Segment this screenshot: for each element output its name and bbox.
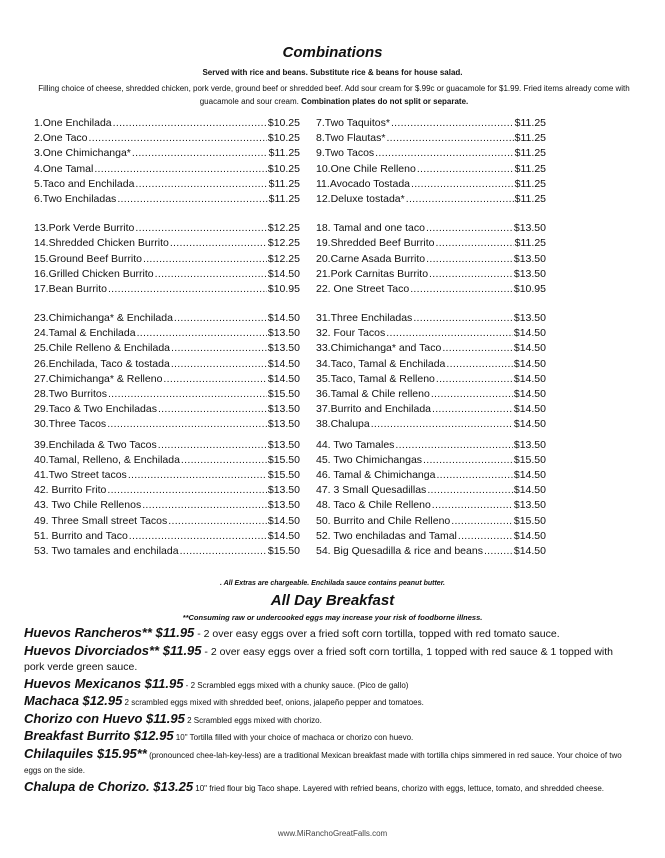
dot-leader: [168, 514, 267, 529]
dot-leader: [413, 311, 513, 326]
breakfast-item: [24, 625, 636, 643]
dot-leader: [181, 453, 267, 468]
combo-name: 31.Three Enchiladas: [316, 312, 413, 325]
dot-leader: [94, 162, 267, 177]
combo-item: [34, 326, 300, 341]
combo-price: $11.25: [268, 192, 300, 205]
combo-item: [316, 402, 546, 417]
combo-item: [34, 544, 300, 559]
combo-item: [316, 529, 546, 544]
dot-leader: [371, 417, 513, 432]
combo-name: 39.Enchilada & Two Tacos: [34, 438, 157, 451]
combo-price: $14.50: [267, 514, 300, 527]
combo-name: 40.Tamal, Relleno, & Enchilada: [34, 453, 180, 466]
breakfast-item-description: 2 scrambled eggs mixed with shredded beef, onions, jalapeño pepper and tomatoes.: [122, 698, 424, 707]
combo-name: 11.Avocado Tostada: [316, 177, 410, 190]
combo-name: 4.One Tamal: [34, 162, 94, 175]
breakfast-item-name: Chilaquiles $15.95**: [24, 745, 147, 761]
dot-leader: [170, 236, 267, 251]
combo-name: 3.One Chimichanga*: [34, 147, 131, 160]
dot-leader: [406, 192, 514, 207]
combo-name: 22. One Street Taco: [316, 282, 410, 295]
dot-leader: [163, 372, 266, 387]
dot-leader: [107, 483, 267, 498]
combo-item: [316, 131, 546, 146]
combo-item: [34, 483, 300, 498]
breakfast-item-description: 2 Scrambled eggs mixed with chorizo.: [184, 715, 322, 725]
group-gap: [34, 207, 300, 221]
dot-leader: [426, 252, 513, 267]
combo-price: $13.50: [267, 438, 300, 451]
combo-price: $13.50: [513, 312, 546, 325]
combo-name: 8.Two Flautas*: [316, 132, 386, 145]
combo-name: 19.Shredded Beef Burrito: [316, 237, 435, 250]
dot-leader: [436, 236, 514, 251]
group-gap: [316, 207, 546, 221]
combo-name: 27.Chimichanga* & Relleno: [34, 372, 163, 385]
dot-leader: [171, 357, 267, 372]
combo-name: 34.Taco, Tamal & Enchilada: [316, 357, 446, 370]
combo-price: $10.25: [267, 132, 300, 145]
combo-price: $11.25: [268, 177, 300, 190]
combo-item: [316, 417, 546, 432]
combo-item: [316, 146, 546, 161]
combo-price: $14.50: [513, 484, 546, 497]
combo-price: $15.50: [513, 453, 546, 466]
combo-name: 5.Taco and Enchilada: [34, 177, 135, 190]
combo-name: 6.Two Enchiladas: [34, 192, 117, 205]
combo-price: $11.25: [514, 177, 546, 190]
combo-item: [34, 402, 300, 417]
combo-price: $15.50: [513, 514, 546, 527]
combo-price: $12.25: [267, 222, 300, 235]
combo-item: [34, 221, 300, 236]
combo-name: 23.Chimichanga* & Enchilada: [34, 312, 173, 325]
breakfast-item-name: Huevos Divorciados** $11.95: [24, 642, 202, 658]
combo-item: [316, 221, 546, 236]
breakfast-item-description: - 2 Scrambled eggs mixed with a chunky sauce. (Pico de gallo): [183, 680, 409, 690]
breakfast-item-name: Breakfast Burrito $12.95: [24, 728, 174, 743]
dot-leader: [411, 177, 514, 192]
combo-price: $14.50: [513, 468, 546, 481]
dot-leader: [107, 417, 267, 432]
group-gap: [316, 297, 546, 311]
combo-price: $14.50: [513, 529, 546, 542]
combo-item: [34, 529, 300, 544]
combo-item: [316, 177, 546, 192]
combo-price: $10.25: [267, 162, 300, 175]
combo-item: [34, 417, 300, 432]
combo-item: [316, 236, 546, 251]
combo-name: 10.One Chile Relleno: [316, 162, 416, 175]
combo-item: [34, 267, 300, 282]
combo-item: [34, 252, 300, 267]
combinations-left-column: [34, 116, 300, 559]
dot-leader: [442, 341, 513, 356]
combo-item: [34, 453, 300, 468]
combo-name: 21.Pork Carnitas Burrito: [316, 267, 429, 280]
breakfast-title: All Day Breakfast: [270, 592, 395, 609]
combo-price: $13.50: [267, 342, 300, 355]
combo-price: $12.25: [267, 237, 300, 250]
dot-leader: [417, 162, 514, 177]
combo-name: 1.One Enchilada: [34, 117, 112, 129]
combo-price: $11.25: [514, 132, 546, 145]
combo-item: [34, 341, 300, 356]
combo-item: [316, 116, 546, 131]
dot-leader: [423, 453, 513, 468]
combo-name: 2.One Taco: [34, 132, 88, 145]
dot-leader: [451, 514, 513, 529]
combo-name: 51. Burrito and Taco: [34, 529, 128, 542]
combo-item: [316, 192, 546, 207]
combo-item: [316, 438, 546, 453]
dot-leader: [108, 387, 267, 402]
dot-leader: [436, 372, 513, 387]
dot-leader: [117, 192, 267, 207]
dot-leader: [427, 483, 513, 498]
combo-name: 41.Two Street tacos: [34, 468, 127, 481]
combo-item: [34, 177, 300, 192]
combo-item: [34, 146, 300, 161]
dot-leader: [135, 221, 266, 236]
combo-price: $15.50: [267, 453, 300, 466]
breakfast-item: [24, 643, 636, 676]
combo-name: 7.Two Taquitos*: [316, 117, 390, 129]
combinations-intro: [24, 82, 644, 108]
breakfast-list: [24, 625, 636, 796]
dot-leader: [429, 267, 513, 282]
combo-price: $14.50: [513, 327, 546, 340]
breakfast-item-description: 10" fried flour big Taco shape. Layered with refried beans, chorizo with eggs, lettuce, tomato, and shredded cheese.: [193, 783, 604, 793]
combo-name: 44. Two Tamales: [316, 438, 395, 451]
combinations-title: Combinations: [282, 44, 383, 61]
combo-price: $14.50: [267, 529, 300, 542]
combo-name: 36.Tamal & Chile relleno: [316, 388, 430, 400]
combo-item: [316, 357, 546, 372]
breakfast-item: [24, 728, 636, 746]
combo-item: [316, 544, 546, 559]
combo-name: 45. Two Chimichangas: [316, 453, 423, 466]
combo-price: $10.95: [513, 282, 546, 295]
dot-leader: [410, 282, 513, 297]
combo-name: 37.Burrito and Enchilada: [316, 403, 431, 416]
combo-name: 35.Taco, Tamal & Relleno: [316, 372, 435, 385]
combo-item: [34, 162, 300, 177]
combo-item: [316, 311, 546, 326]
combo-name: 54. Big Quesadilla & rice and beans: [316, 544, 483, 557]
dot-leader: [426, 221, 513, 236]
breakfast-item: [24, 711, 636, 729]
combo-price: $11.25: [514, 147, 546, 160]
combo-name: 50. Burrito and Chile Relleno: [316, 514, 451, 527]
combo-price: $11.25: [514, 117, 546, 129]
combo-price: $15.50: [267, 388, 300, 400]
breakfast-item-description: 10" Tortilla filled with your choice of machaca or chorizo con huevo.: [173, 733, 414, 742]
dot-leader: [113, 116, 267, 131]
dot-leader: [391, 116, 514, 131]
combo-name: 9.Two Tacos: [316, 147, 375, 160]
breakfast-item: [24, 676, 636, 694]
dot-leader: [458, 529, 513, 544]
combo-price: $13.50: [513, 222, 546, 235]
combo-item: [316, 252, 546, 267]
breakfast-item: [24, 746, 636, 779]
combo-price: $13.50: [267, 499, 300, 512]
breakfast-item-name: Chorizo con Huevo $11.95: [24, 710, 185, 726]
dot-leader: [171, 341, 267, 356]
breakfast-item-description: (pronounced chee-lah-key-less) are a traditional Mexican breakfast made with tortilla chips simmered in red sauce. Your choice of two eggs on the side.: [24, 750, 622, 775]
combo-item: [316, 372, 546, 387]
breakfast-item-name: Chalupa de Chorizo. $13.25: [24, 778, 194, 794]
combo-price: $11.25: [268, 147, 300, 160]
combo-item: [34, 131, 300, 146]
combo-price: $14.50: [513, 403, 546, 416]
combo-item: [34, 282, 300, 297]
combo-item: [316, 498, 546, 513]
dot-leader: [174, 311, 267, 326]
combo-item: [34, 357, 300, 372]
combo-name: 33.Chimichanga* and Taco: [316, 342, 442, 355]
combo-name: 38.Chalupa: [316, 418, 370, 431]
combo-item: [34, 468, 300, 483]
combo-item: [316, 468, 546, 483]
combo-name: 43. Two Chile Rellenos: [34, 499, 142, 512]
combo-name: 25.Chile Relleno & Enchilada: [34, 342, 171, 355]
dot-leader: [375, 146, 513, 161]
combo-price: $11.25: [514, 192, 546, 205]
combo-item: [34, 387, 300, 402]
combo-name: 24.Tamal & Enchilada: [34, 327, 136, 340]
combo-price: $13.50: [267, 484, 300, 497]
combo-price: $13.50: [267, 403, 300, 416]
combo-price: $14.50: [267, 357, 300, 370]
combo-name: 47. 3 Small Quesadillas: [316, 484, 427, 497]
dot-leader: [431, 387, 513, 402]
combo-price: $15.50: [267, 544, 300, 557]
combo-price: $11.25: [514, 237, 546, 250]
combo-name: 49. Three Small street Tacos: [34, 514, 168, 527]
combo-price: $13.50: [513, 267, 546, 280]
combo-name: 42. Burrito Frito: [34, 484, 107, 497]
combo-name: 15.Ground Beef Burrito: [34, 252, 142, 265]
combo-item: [316, 341, 546, 356]
combo-item: [316, 387, 546, 402]
intro-text: Filling choice of cheese, shredded chicken, pork verde, ground beef or shredded beef. Add sour cream for $.99c or guacamole for $1.99. Fried items already come with guacamole and sour cream.: [38, 84, 630, 106]
dot-leader: [432, 498, 513, 513]
combo-price: $13.50: [267, 327, 300, 340]
group-gap: [34, 297, 300, 311]
combo-item: [34, 236, 300, 251]
combo-price: $13.50: [513, 438, 546, 451]
combo-name: 26.Enchilada, Taco & tostada: [34, 357, 170, 370]
combo-name: 48. Taco & Chile Relleno: [316, 499, 431, 512]
dot-leader: [395, 438, 512, 453]
combinations-right-column: [316, 116, 546, 559]
combo-price: $13.50: [513, 499, 546, 512]
combinations-subtitle: Served with rice and beans. Substitute rice & beans for house salad.: [202, 68, 463, 77]
combo-item: [34, 311, 300, 326]
combo-name: 52. Two enchiladas and Tamal: [316, 529, 457, 542]
combo-name: 13.Pork Verde Burrito: [34, 222, 135, 235]
dot-leader: [180, 544, 267, 559]
combo-price: $14.50: [513, 372, 546, 385]
combo-item: [34, 192, 300, 207]
dot-leader: [132, 146, 268, 161]
combo-item: [34, 498, 300, 513]
combo-price: $10.95: [267, 282, 300, 295]
combo-price: $11.25: [514, 162, 546, 175]
combo-name: 30.Three Tacos: [34, 418, 107, 431]
combo-item: [316, 267, 546, 282]
combo-price: $14.50: [513, 342, 546, 355]
intro-bold-text: Combination plates do not split or separate.: [301, 97, 469, 106]
combo-item: [316, 453, 546, 468]
dot-leader: [128, 468, 267, 483]
dot-leader: [432, 402, 513, 417]
combo-price: $14.50: [267, 372, 300, 385]
combo-item: [34, 116, 300, 131]
extras-note: . All Extras are chargeable. Enchilada sauce contains peanut butter.: [220, 580, 445, 587]
combo-name: 16.Grilled Chicken Burrito: [34, 267, 154, 280]
dot-leader: [142, 498, 267, 513]
dot-leader: [484, 544, 513, 559]
combo-item: [34, 372, 300, 387]
combo-item: [316, 483, 546, 498]
combo-price: $14.50: [513, 357, 546, 370]
combo-price: $14.50: [267, 267, 300, 280]
dot-leader: [89, 131, 267, 146]
combo-name: 18. Tamal and one taco: [316, 222, 425, 235]
combo-price: $14.50: [513, 388, 546, 400]
dot-leader: [129, 529, 267, 544]
dot-leader: [436, 468, 512, 483]
combo-item: [34, 438, 300, 453]
dot-leader: [158, 402, 267, 417]
dot-leader: [137, 326, 267, 341]
combo-name: 17.Bean Burrito: [34, 282, 107, 295]
breakfast-item: [24, 779, 636, 797]
raw-eggs-warning: **Consuming raw or undercooked eggs may increase your risk of foodborne illness.: [182, 613, 483, 622]
breakfast-item: [24, 693, 636, 711]
combo-item: [316, 282, 546, 297]
breakfast-item-name: Huevos Mexicanos $11.95: [24, 675, 184, 691]
combo-name: 29.Taco & Two Enchiladas: [34, 403, 157, 416]
dot-leader: [155, 267, 267, 282]
combo-item: [316, 162, 546, 177]
combo-price: $13.50: [267, 418, 300, 431]
combo-name: 28.Two Burritos: [34, 388, 107, 400]
combo-price: $14.50: [513, 418, 546, 431]
combo-name: 20.Carne Asada Burrito: [316, 252, 426, 265]
breakfast-item-description: - 2 over easy eggs over a fried soft corn tortilla, 1 topped with red sauce & 1 topped with pork verde green sauce.: [24, 645, 613, 673]
breakfast-item-name: Huevos Rancheros** $11.95: [24, 625, 195, 640]
combo-price: $12.25: [267, 252, 300, 265]
combo-name: 32. Four Tacos: [316, 327, 386, 340]
dot-leader: [386, 326, 513, 341]
combo-price: $13.50: [513, 252, 546, 265]
combo-price: $15.50: [267, 468, 300, 481]
combo-item: [316, 326, 546, 341]
dot-leader: [386, 131, 513, 146]
combo-price: $10.25: [267, 117, 300, 129]
combo-item: [34, 514, 300, 529]
website-footer: www.MiRanchoGreatFalls.com: [277, 829, 388, 838]
combo-name: 46. Tamal & Chimichanga: [316, 468, 436, 481]
combo-name: 12.Deluxe tostada*: [316, 192, 405, 205]
combo-name: 14.Shredded Chicken Burrito: [34, 237, 169, 250]
combo-price: $14.50: [267, 312, 300, 325]
dot-leader: [108, 282, 267, 297]
breakfast-item-name: Machaca $12.95: [24, 693, 123, 708]
combo-item: [316, 514, 546, 529]
combo-name: 53. Two tamales and enchilada: [34, 544, 179, 557]
combo-price: $14.50: [513, 544, 546, 557]
dot-leader: [143, 252, 267, 267]
dot-leader: [446, 357, 512, 372]
dot-leader: [135, 177, 267, 192]
breakfast-item-description: - 2 over easy eggs over a fried soft corn tortilla, topped with red tomato sauce.: [194, 628, 560, 640]
dot-leader: [158, 438, 267, 453]
